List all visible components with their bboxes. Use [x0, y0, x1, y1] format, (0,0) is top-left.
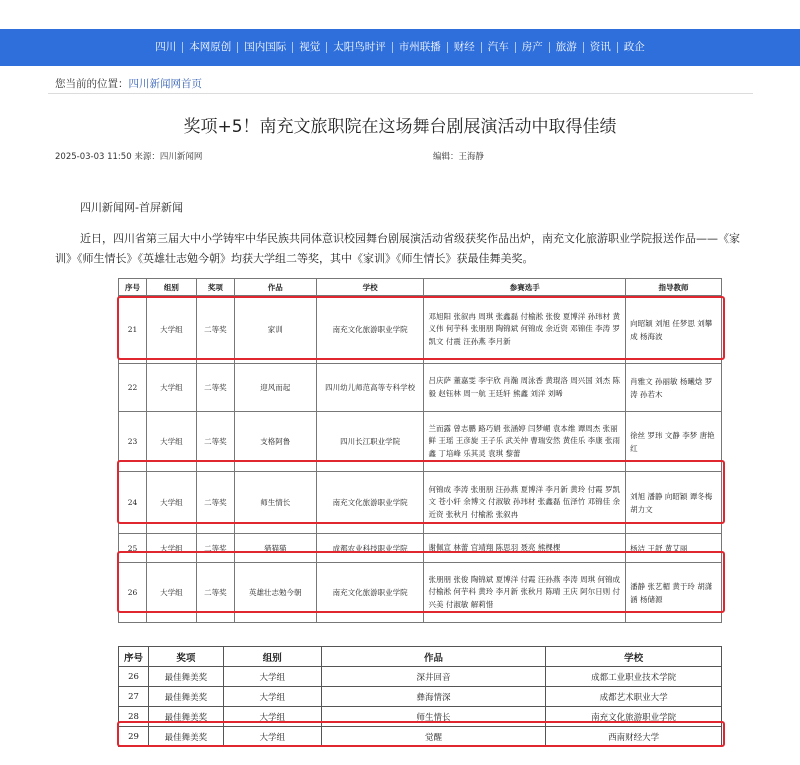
cell-school: 成都农业科技职业学院	[316, 534, 424, 563]
nav-commentary[interactable]: 太阳鸟时评	[327, 42, 393, 53]
cell-school: 成都艺术职业大学	[546, 687, 722, 707]
best-stage-art-table	[118, 646, 722, 747]
nav-original[interactable]: 本网原创	[183, 42, 238, 53]
cell-teachers: 向昭颖 刘旭 任梦思 刘攀成 杨海波	[626, 296, 722, 364]
cell-no: 26	[119, 667, 149, 687]
cell-group: 大学组	[146, 412, 196, 472]
cell-teachers: 潘静 张艺楣 黄于玲 胡潇涵 杨储源	[626, 563, 722, 623]
cell-award: 最佳舞美奖	[148, 667, 223, 687]
cell-no: 24	[119, 472, 147, 534]
cell-players: 何锦成 李涛 张朋朋 汪孙燕 夏博洋 李月新 黄玲 付霞 罗凯文 苍小轩 余博文 付淑敏 孙玮材 张鑫磊 伍泽竹 邓锦佳 余近资 张秋月 付榆淞 张叙冉	[424, 472, 626, 534]
cell-award: 最佳舞美奖	[148, 727, 223, 747]
cell-work: 师生情长	[234, 472, 316, 534]
cell-players: 吕庆萨 董嘉雯 李宇欣 肖瀚 周泳香 黄琨洛 周兴国 刘杰 陈毅 赵钰林 周一航 王廷轩 熊鑫 刘洋 刘晞	[424, 364, 626, 412]
table-header-row	[119, 647, 722, 667]
cell-group: 大学组	[146, 563, 196, 623]
cell-work: 猎猫猫	[234, 534, 316, 563]
cell-award: 二等奖	[196, 563, 234, 623]
cell-school: 西南财经大学	[546, 727, 722, 747]
cell-group: 大学组	[223, 707, 321, 727]
cell-players: 邓旭阳 张叙冉 周琪 张鑫磊 付榆淞 张俊 夏博洋 孙玮材 黄义伟 何芋科 张朋朋 陶锦斌 何锦成 余近资 邓锦佳 李涛 罗凯文 付震 汪孙燕 李月新	[424, 296, 626, 364]
cell-work: 深井回音	[321, 667, 546, 687]
table-row	[119, 667, 722, 687]
header-cell: 学校	[316, 279, 424, 296]
nav-sichuan[interactable]: 四川	[149, 42, 183, 53]
cell-school: 南充文化旅游职业学院	[316, 296, 424, 364]
table-row	[119, 472, 722, 534]
cell-no: 26	[119, 563, 147, 623]
table-row	[119, 563, 722, 623]
cell-award: 二等奖	[196, 472, 234, 534]
article-paragraph: 近日，四川省第三届大中小学铸牢中华民族共同体意识校园舞台剧展演活动省级获奖作品出炉，南充文化旅游职业学院报送作品——《家训》《师生情长》《英雄壮志勉今朝》均获大学组二等奖，其中《家训》《师生情长》获最佳舞美奖。	[55, 232, 740, 265]
cell-no: 27	[119, 687, 149, 707]
cell-award: 二等奖	[196, 534, 234, 563]
cell-no: 25	[119, 534, 147, 563]
table-row	[119, 534, 722, 563]
cell-players: 张朋朋 张俊 陶锦斌 夏博洋 付霞 汪孙燕 李涛 周琪 何锦成 付榆淞 何芋科 黄玲 李月新 张秋月 陈晴 王庆 阿尔日则 付兴美 付淑敏 解莉惜	[424, 563, 626, 623]
nav-gov[interactable]: 政企	[623, 41, 645, 53]
cell-group: 大学组	[146, 472, 196, 534]
cell-school: 成都工业职业技术学院	[546, 667, 722, 687]
divider	[48, 93, 753, 94]
nav-cities[interactable]: 市州联播	[393, 42, 448, 53]
table-header-row	[119, 279, 722, 296]
article-datetime: 2025-03-03 11:50	[55, 152, 132, 162]
cell-award: 二等奖	[196, 364, 234, 412]
cell-work: 觉醒	[321, 727, 546, 747]
table-row	[119, 687, 722, 707]
top-navigation	[0, 29, 800, 66]
nav-realty[interactable]: 房产	[516, 42, 550, 53]
table-row	[119, 707, 722, 727]
cell-school: 南充文化旅游职业学院	[316, 472, 424, 534]
cell-work: 师生情长	[321, 707, 546, 727]
article-paragraph: 四川新闻网-首屏新闻	[80, 201, 183, 214]
header-cell: 序号	[119, 647, 149, 667]
cell-no: 23	[119, 412, 147, 472]
cell-work: 支格阿鲁	[234, 412, 316, 472]
cell-players: 谢佩宣 林蕾 官靖翔 陈思羽 聂亮 熊棵棵	[424, 534, 626, 563]
cell-no: 28	[119, 707, 149, 727]
breadcrumb-home-link[interactable]: 四川新闻网首页	[128, 78, 202, 90]
source-link[interactable]: 四川新闻网	[159, 152, 203, 162]
article-title: 奖项+5！南充文旅职院在这场舞台剧展演活动中取得佳绩	[183, 117, 617, 137]
cell-school: 南充文化旅游职业学院	[316, 563, 424, 623]
nav-visual[interactable]: 视觉	[293, 42, 327, 53]
cell-group: 大学组	[146, 296, 196, 364]
header-cell: 奖项	[196, 279, 234, 296]
cell-teachers: 杨洁 王舒 黄艾丽	[626, 534, 722, 563]
header-cell: 参赛选手	[424, 279, 626, 296]
cell-award: 二等奖	[196, 412, 234, 472]
cell-award: 最佳舞美奖	[148, 707, 223, 727]
article-meta	[55, 150, 755, 162]
nav-finance[interactable]: 财经	[448, 42, 482, 53]
cell-teachers: 刘旭 潘静 向昭颖 谭冬梅 胡力文	[626, 472, 722, 534]
table-row	[119, 364, 722, 412]
cell-players: 兰而露 曾志鹏 路巧娟 张涵婷 闫梦嵋 袁本维 谭周杰 张丽鲜 王瑶 王彦旋 王子乐 武关仲 曹瑞安然 黄佳乐 李康 张雨鑫 丁培峰 乐其灵 袁琪 黎蕾	[424, 412, 626, 472]
nav-news[interactable]: 资讯	[584, 42, 618, 53]
cell-group: 大学组	[146, 364, 196, 412]
cell-teachers: 肖雅文 孙丽敏 杨曦焓 罗涛 孙若木	[626, 364, 722, 412]
header-cell: 组别	[146, 279, 196, 296]
cell-school: 四川长江职业学院	[316, 412, 424, 472]
header-cell: 作品	[321, 647, 546, 667]
cell-work: 迎风而起	[234, 364, 316, 412]
cell-no: 21	[119, 296, 147, 364]
header-cell: 组别	[223, 647, 321, 667]
breadcrumb	[55, 76, 202, 91]
header-cell: 学校	[546, 647, 722, 667]
header-cell: 指导教师	[626, 279, 722, 296]
cell-work: 英雄壮志勉今朝	[234, 563, 316, 623]
cell-group: 大学组	[223, 727, 321, 747]
cell-school: 四川幼儿师范高等专科学校	[316, 364, 424, 412]
cell-work: 彝海情深	[321, 687, 546, 707]
source-label: 来源：	[134, 152, 160, 162]
cell-award: 最佳舞美奖	[148, 687, 223, 707]
header-cell: 奖项	[148, 647, 223, 667]
cell-no: 29	[119, 727, 149, 747]
cell-group: 大学组	[223, 687, 321, 707]
nav-domestic-intl[interactable]: 国内国际	[238, 42, 293, 53]
cell-group: 大学组	[146, 534, 196, 563]
awards-table	[118, 278, 722, 623]
breadcrumb-prefix: 您当前的位置：	[55, 78, 129, 90]
table-row	[119, 412, 722, 472]
table-row	[119, 727, 722, 747]
cell-teachers: 徐丝 罗玮 文静 李梦 唐艳红	[626, 412, 722, 472]
header-cell: 序号	[119, 279, 147, 296]
nav-auto[interactable]: 汽车	[482, 42, 516, 53]
article-editor: 编辑：王海静	[433, 152, 485, 162]
cell-award: 二等奖	[196, 296, 234, 364]
cell-no: 22	[119, 364, 147, 412]
nav-travel[interactable]: 旅游	[550, 42, 584, 53]
cell-work: 家训	[234, 296, 316, 364]
header-cell: 作品	[234, 279, 316, 296]
cell-school: 南充文化旅游职业学院	[546, 707, 722, 727]
table-row	[119, 296, 722, 364]
cell-group: 大学组	[223, 667, 321, 687]
